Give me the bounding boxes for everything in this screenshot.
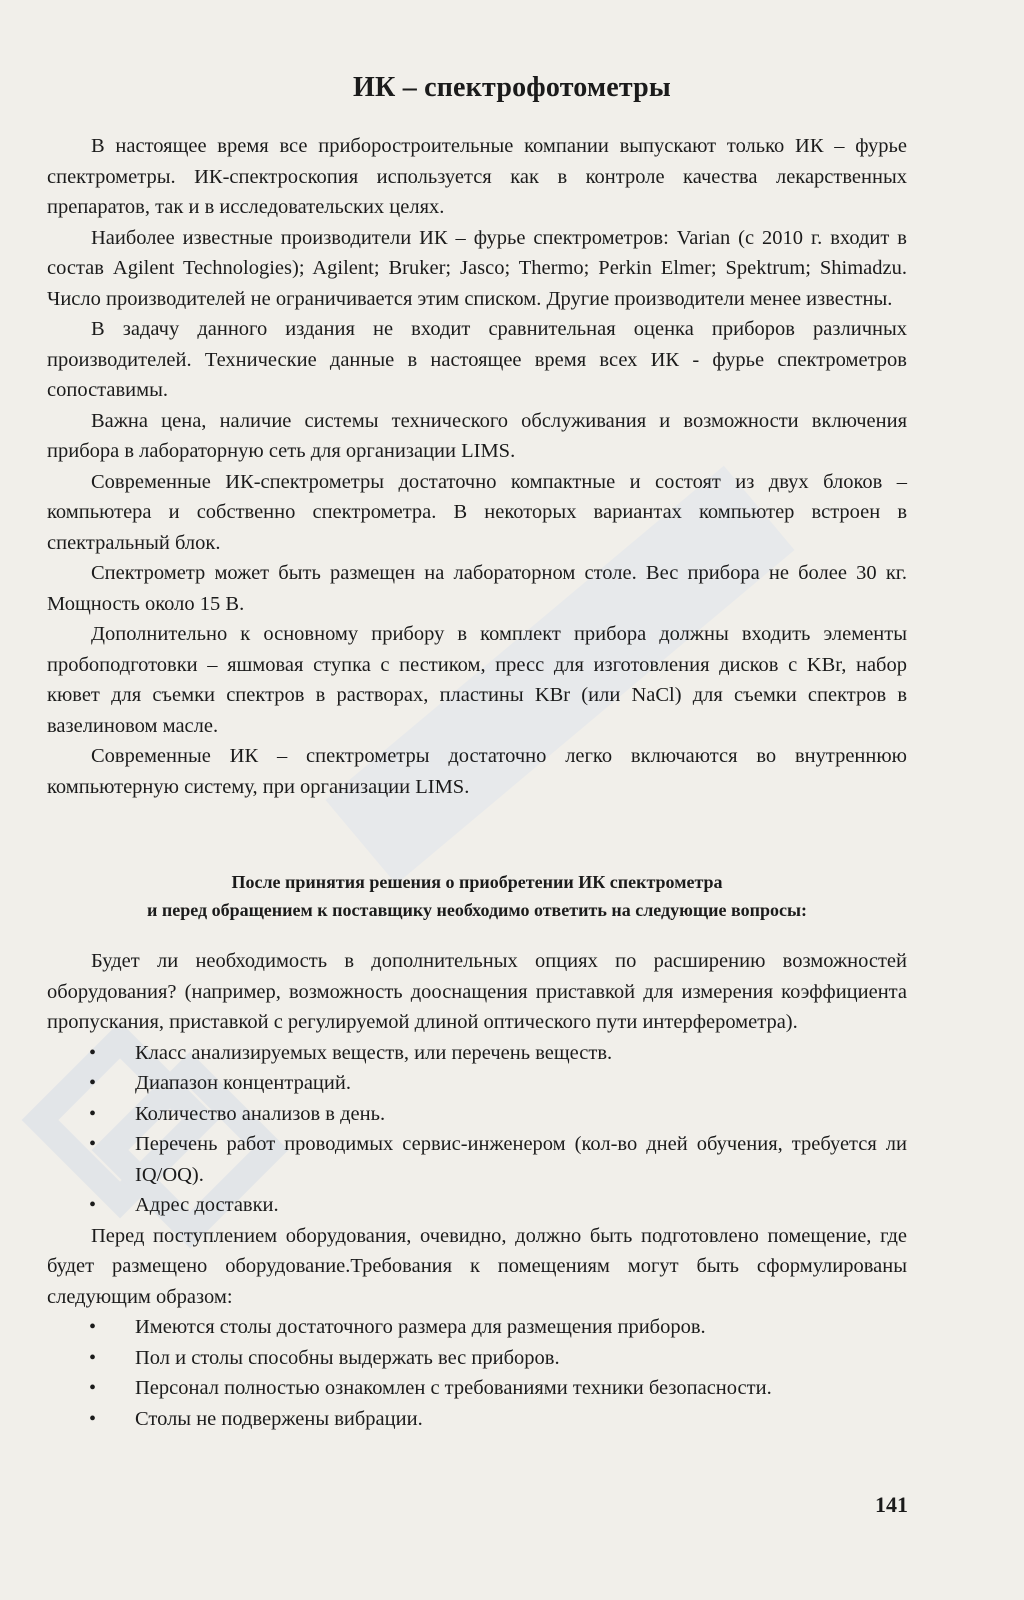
list-item-text: Класс анализируемых веществ, или перечень веществ. <box>135 1041 613 1064</box>
list-item <box>47 1129 907 1190</box>
list-item-text: Имеются столы достаточного размера для размещения приборов. <box>135 1316 706 1338</box>
list-item-text: Перечень работ проводимых сервис-инженером (кол-во дней обучения, требуется ли IQ/OQ). <box>135 1133 907 1186</box>
paragraph: Важна цена, наличие системы технического обслуживания и возможности включения прибора в лабораторную сеть для организации LIMS. <box>47 409 907 462</box>
intro-section <box>47 131 907 802</box>
bullet-icon: • <box>89 1316 97 1338</box>
list-item <box>47 1190 907 1221</box>
section-heading <box>47 868 907 924</box>
list-item <box>47 1038 907 1069</box>
page-title: ИК – спектрофотометры <box>353 72 671 103</box>
list-item <box>47 1404 907 1435</box>
bullet-icon: • <box>89 1407 97 1430</box>
room-requirements-list <box>47 1312 907 1434</box>
bullet-icon: • <box>89 1377 97 1399</box>
questions-list <box>47 1038 907 1221</box>
list-item <box>47 1312 907 1343</box>
list-item <box>47 1099 907 1130</box>
page-number: 141 <box>875 1492 908 1517</box>
list-item-text: Персонал полностью ознакомлен с требованиями техники безопасности. <box>135 1377 772 1399</box>
list-item-text: Пол и столы способны выдержать вес приборов. <box>135 1346 560 1369</box>
list-item-text: Адрес доставки. <box>135 1194 279 1216</box>
paragraph: В задачу данного издания не входит сравнительная оценка приборов различных производителей. Технические данные в настоящее время всех ИК - фурье спектрометров сопоставимы. <box>47 318 907 401</box>
list-item-text: Количество анализов в день. <box>135 1102 386 1125</box>
paragraph: Современные ИК – спектрометры достаточно легко включаются во внутреннюю компьютерную систему, при организации LIMS. <box>47 745 907 798</box>
paragraph: Современные ИК-спектрометры достаточно компактные и состоят из двух блоков – компьютера и собственно спектрометра. В некоторых вариантах компьютер встроен в спектральный блок. <box>47 470 907 554</box>
room-intro: Перед поступлением оборудования, очевидно, должно быть подготовлено помещение, где будет размещено оборудование.Требования к помещениям могут быть сформулированы следующим образом: <box>47 1224 907 1308</box>
bullet-icon: • <box>89 1041 97 1064</box>
questions-intro: Будет ли необходимость в дополнительных опциях по расширению возможностей оборудования? (например, возможность дооснащения приставкой для измерения коэффициента пропускания, приставкой с регулируемой длиной оптического пути интерферометра). <box>47 950 907 1033</box>
list-item-text: Диапазон концентраций. <box>135 1072 351 1094</box>
list-item <box>47 1068 907 1099</box>
section-heading-line: После принятия решения о приобретении ИК спектрометра <box>231 872 723 892</box>
bullet-icon: • <box>89 1072 97 1094</box>
list-item <box>47 1373 907 1404</box>
paragraph: В настоящее время все приборостроительные компании выпускают только ИК – фурье спектрометры. ИК-спектроскопия используется как в контроле качества лекарственных препаратов, так и в исследовательских целях. <box>47 135 907 218</box>
paragraph: Дополнительно к основному прибору в комплект прибора должны входить элементы пробоподготовки – яшмовая ступка с пестиком, пресс для изготовления дисков с KBr, набор кювет для съемки спектров в растворах, пластины KBr (или NaCl) для съемки спектров в вазелиновом масле. <box>47 623 907 737</box>
list-item-text: Столы не подвержены вибрации. <box>135 1407 423 1430</box>
paragraph: Наиболее известные производители ИК – фурье спектрометров: Varian (с 2010 г. входит в состав Agilent Technologies); Agilent; Bruker; Jasco; Thermo; Perkin Elmer; Spektrum; Shimadzu. Число производителей не ограничивается этим списком. Другие производители менее известны. <box>47 226 907 310</box>
section-heading-line: и перед обращением к поставщику необходимо ответить на следующие вопросы: <box>147 900 807 920</box>
bullet-icon: • <box>89 1346 97 1369</box>
bullet-icon: • <box>89 1133 97 1155</box>
paragraph: Спектрометр может быть размещен на лабораторном столе. Вес прибора не более 30 кг. Мощность около 15 В. <box>47 562 907 615</box>
bullet-icon: • <box>89 1102 97 1125</box>
list-item <box>47 1343 907 1374</box>
bullet-icon: • <box>89 1194 97 1216</box>
questions-section <box>47 946 907 1434</box>
